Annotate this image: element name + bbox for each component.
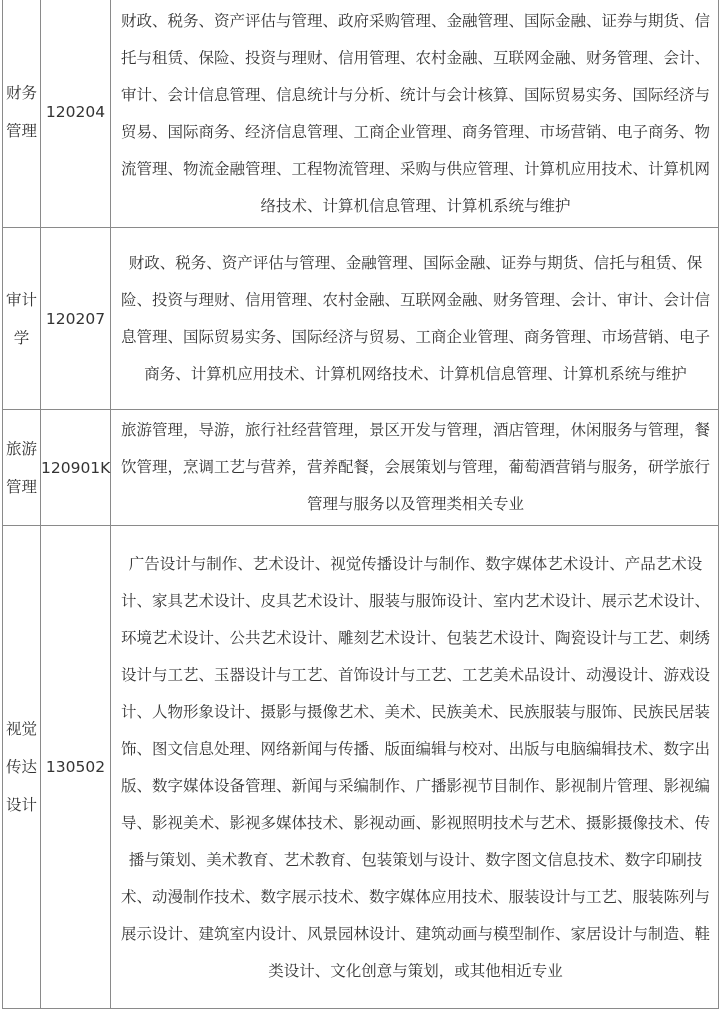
major-code-cell: 120207: [41, 228, 111, 410]
related-majors-cell: 旅游管理，导游，旅行社经营管理，景区开发与管理，酒店管理，休闲服务与管理，餐饮管理，烹调工艺与营养，营养配餐，会展策划与管理，葡萄酒营销与服务，研学旅行管理与服务以及管理类相关专业: [111, 410, 719, 526]
table-row: [3, 0, 719, 228]
related-majors-cell: 财政、税务、资产评估与管理、政府采购管理、金融管理、国际金融、证券与期货、信托与租赁、保险、投资与理财、信用管理、农村金融、互联网金融、财务管理、会计、审计、会计信息管理、信息统计与分析、统计与会计核算、国际贸易实务、国际经济与贸易、国际商务、经济信息管理、工商企业管理、商务管理、市场营销、电子商务、物流管理、物流金融管理、工程物流管理、采购与供应管理、计算机应用技术、计算机网络技术、计算机信息管理、计算机系统与维护: [111, 0, 719, 228]
major-name-cell: 视觉传达设计: [3, 526, 41, 1009]
table-row: [3, 526, 719, 1009]
majors-table: [2, 0, 719, 1009]
major-name-cell: 旅游管理: [3, 410, 41, 526]
major-code-cell: 120901K: [41, 410, 111, 526]
table-row: [3, 410, 719, 526]
major-name-cell: 审计学: [3, 228, 41, 410]
major-name-cell: 财务管理: [3, 0, 41, 228]
major-code-cell: 120204: [41, 0, 111, 228]
related-majors-cell: 广告设计与制作、艺术设计、视觉传播设计与制作、数字媒体艺术设计、产品艺术设计、家具艺术设计、皮具艺术设计、服装与服饰设计、室内艺术设计、展示艺术设计、环境艺术设计、公共艺术设计、雕刻艺术设计、包装艺术设计、陶瓷设计与工艺、刺绣设计与工艺、玉器设计与工艺、首饰设计与工艺、工艺美术品设计、动漫设计、游戏设计、人物形象设计、摄影与摄像艺术、美术、民族美术、民族服装与服饰、民族民居装饰、图文信息处理、网络新闻与传播、版面编辑与校对、出版与电脑编辑技术、数字出版、数字媒体设备管理、新闻与采编制作、广播影视节目制作、影视制片管理、影视编导、影视美术、影视多媒体技术、影视动画、影视照明技术与艺术、摄影摄像技术、传播与策划、美术教育、艺术教育、包装策划与设计、数字图文信息技术、数字印刷技术、动漫制作技术、数字展示技术、数字媒体应用技术、服装设计与工艺、服装陈列与展示设计、建筑室内设计、风景园林设计、建筑动画与模型制作、家居设计与制造、鞋类设计、文化创意与策划，或其他相近专业: [111, 526, 719, 1009]
major-code-cell: 130502: [41, 526, 111, 1009]
table-row: [3, 228, 719, 410]
related-majors-cell: 财政、税务、资产评估与管理、金融管理、国际金融、证券与期货、信托与租赁、保险、投资与理财、信用管理、农村金融、互联网金融、财务管理、会计、审计、会计信息管理、国际贸易实务、国际经济与贸易、工商企业管理、商务管理、市场营销、电子商务、计算机应用技术、计算机网络技术、计算机信息管理、计算机系统与维护: [111, 228, 719, 410]
